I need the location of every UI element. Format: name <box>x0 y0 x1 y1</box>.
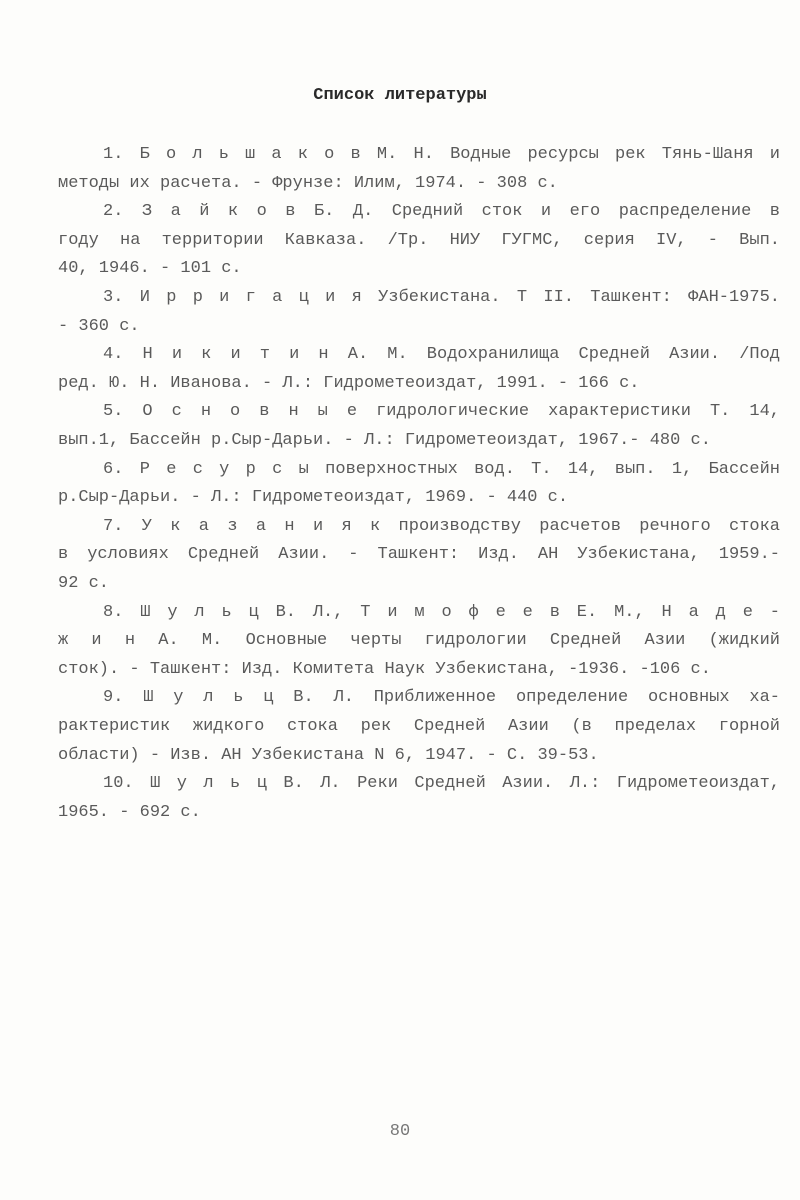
reference-line: области) - Изв. АН Узбекистана N 6, 1947. - С. 39-53. <box>58 745 599 765</box>
reference-line: 2. З а й к о в Б. Д. Средний сток и его распределение в <box>103 202 780 222</box>
reference-line: 10. Ш у л ь ц В. Л. Реки Средней Азии. Л.: Гидрометеоиздат, <box>103 774 780 794</box>
reference-line: 3. И р р и г а ц и я Узбекистана. Т II. Ташкент: ФАН-1975. <box>103 288 780 307</box>
reference-line: сток). - Ташкент: Изд. Комитета Наук Узбекистана, -1936. -106 с. <box>58 659 711 679</box>
reference-line: 40, 1946. - 101 с. <box>58 259 242 279</box>
reference-line: году на территории Кавказа. /Тр. НИУ ГУГМС, серия IV, - Вып. <box>58 230 780 250</box>
reference-line: рактеристик жидкого стока рек Средней Азии (в пределах горной <box>58 717 780 736</box>
reference-line: 1. Б о л ь ш а к о в М. Н. Водные ресурсы рек Тянь-Шаня и <box>103 145 780 164</box>
reference-line: ж и н А. М. Основные черты гидрологии Средней Азии (жидкий <box>58 631 780 651</box>
reference-line: в условиях Средней Азии. - Ташкент: Изд. АН Узбекистана, 1959.- <box>58 545 780 565</box>
reference-line: ред. Ю. Н. Иванова. - Л.: Гидрометеоиздат, 1991. - 166 с. <box>58 373 640 393</box>
reference-line: 8. Ш у л ь ц В. Л., Т и м о ф е е в Е. М., Н а д е - <box>103 602 780 622</box>
page-title: Список литературы <box>313 86 487 105</box>
reference-line: 5. О с н о в н ы е гидрологические характеристики Т. 14, <box>103 402 780 422</box>
reference-line: 7. У к а з а н и я к производству расчетов речного стока <box>103 516 780 536</box>
reference-line: методы их расчета. - Фрунзе: Илим, 1974. - 308 с. <box>58 173 558 193</box>
reference-line: 6. Р е с у р с ы поверхностных вод. Т. 14, вып. 1, Бассейн <box>103 459 780 479</box>
reference-line: р.Сыр-Дарьи. - Л.: Гидрометеоиздат, 1969. - 440 с. <box>58 488 569 508</box>
reference-line: 4. Н и к и т и н А. М. Водохранилища Средней Азии. /Под <box>103 345 780 365</box>
reference-line: 9. Ш у л ь ц В. Л. Приближенное определение основных ха- <box>103 688 780 708</box>
page-number: 80 <box>389 1122 411 1141</box>
reference-line: вып.1, Бассейн р.Сыр-Дарьи. - Л.: Гидрометеоиздат, 1967.- 480 с. <box>58 431 711 450</box>
reference-line: 92 с. <box>58 574 110 593</box>
reference-line: 1965. - 692 с. <box>58 802 201 822</box>
reference-line: - 360 с. <box>58 316 140 336</box>
